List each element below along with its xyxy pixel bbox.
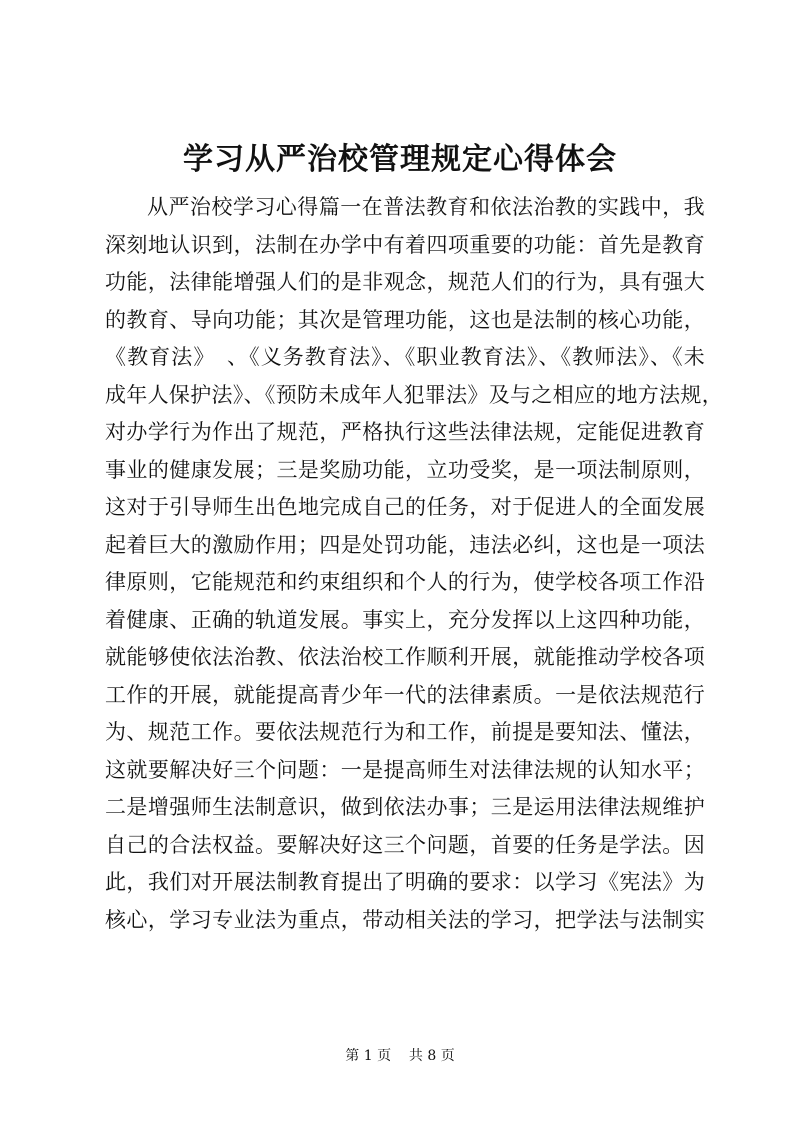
text-line: 这就要解决好三个问题：一是提高师生对法律法规的认知水平；: [105, 757, 705, 782]
text-line: 事业的健康发展；三是奖励功能，立功受奖，是一项法制原则，: [105, 457, 705, 482]
text-line: 对办学行为作出了规范，严格执行这些法律法规，定能促进教育: [105, 420, 705, 444]
text-line: 的教育、导向功能；其次是管理功能，这也是法制的核心功能，: [105, 307, 705, 332]
text-line: 工作的开展，就能提高青少年一代的法律素质。一是依法规范行: [105, 682, 705, 707]
text-line: 从严治校学习心得篇一在普法教育和依法治教的实践中，我: [147, 195, 705, 219]
text-line: 就能够使依法治教、依法治校工作顺利开展，就能推动学校各项: [105, 645, 705, 669]
text-line: 此，我们对开展法制教育提出了明确的要求：以学习《宪法》为: [105, 870, 705, 894]
text-line: 成年人保护法》、《预防未成年人犯罪法》及与之相应的地方法规，: [105, 382, 723, 407]
document-title: 学习从严治校管理规定心得体会: [183, 142, 617, 177]
text-line: 着健康、正确的轨道发展。事实上，充分发挥以上这四种功能，: [105, 607, 705, 632]
text-line: 深刻地认识到，法制在办学中有着四项重要的功能：首先是教育: [105, 232, 705, 257]
text-line: 起着巨大的激励作用；四是处罚功能，违法必纠，这也是一项法: [105, 532, 705, 557]
text-line: 自己的合法权益。要解决好这三个问题，首要的任务是学法。因: [105, 832, 705, 857]
page-footer: [0, 1046, 800, 1066]
body-paragraph: [105, 189, 723, 939]
text-line: 《教育法》 、《义务教育法》、《职业教育法》、《教师法》、《未: [105, 345, 705, 369]
text-line: 功能，法律能增强人们的是非观念，规范人们的行为，具有强大: [105, 270, 705, 294]
text-line: 为、规范工作。要依法规范行为和工作，前提是要知法、懂法，: [105, 720, 705, 744]
text-line: 律原则，它能规范和约束组织和个人的行为，使学校各项工作沿: [105, 570, 705, 594]
page-total: 共 8 页: [408, 1048, 455, 1064]
page-number: 第 1 页: [345, 1048, 392, 1064]
text-line: 核心，学习专业法为重点，带动相关法的学习，把学法与法制实: [105, 907, 705, 932]
text-line: 这对于引导师生出色地完成自己的任务，对于促进人的全面发展: [105, 495, 705, 519]
text-line: 二是增强师生法制意识，做到依法办事；三是运用法律法规维护: [105, 795, 705, 819]
